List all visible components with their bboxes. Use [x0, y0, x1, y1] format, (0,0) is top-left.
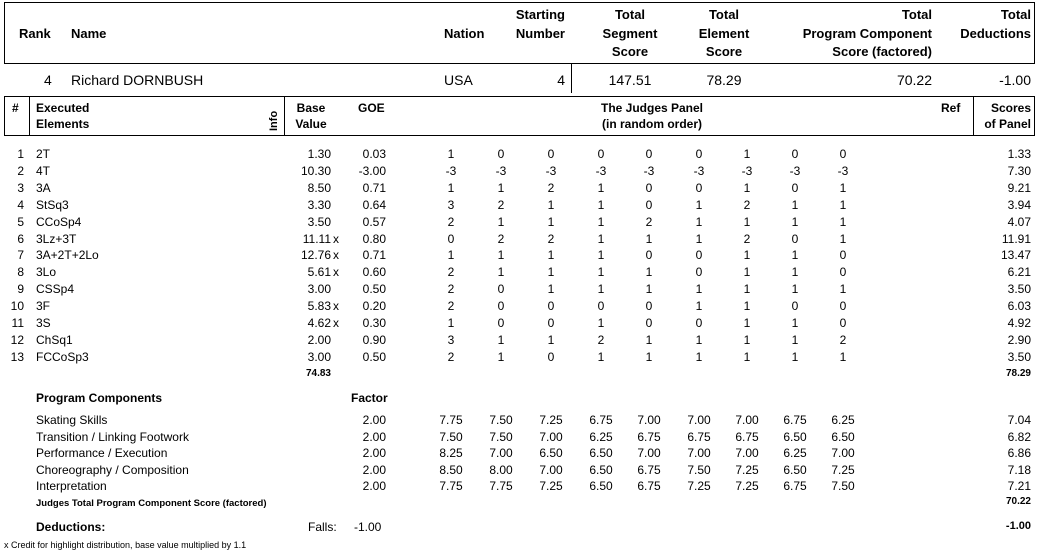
component-judge-score: 7.00	[637, 446, 661, 460]
element-judge-score: 2	[447, 282, 455, 297]
element-base-value: 1.30	[307, 147, 331, 161]
component-judge-score: 8.50	[439, 462, 463, 477]
element-judge-score: 2	[447, 265, 455, 280]
component-judge-score: 6.50	[589, 462, 613, 477]
element-number: 6	[17, 231, 24, 246]
element-judge-score: 0	[597, 299, 605, 314]
component-panel-score: 7.18	[1007, 462, 1031, 477]
element-number: 5	[17, 214, 24, 229]
element-panel-score: 7.30	[1007, 163, 1031, 178]
element-judge-score: 1	[597, 248, 605, 263]
element-name: StSq3	[36, 197, 69, 212]
element-judge-score: 0	[645, 147, 653, 161]
falls-label: Falls:	[308, 520, 337, 534]
element-judge-score: 0	[645, 180, 653, 195]
info-header: Info	[268, 110, 280, 131]
element-base-value: 11.11	[302, 231, 331, 246]
element-judge-score: 0	[695, 180, 703, 195]
element-judge-score: 2	[447, 349, 455, 364]
element-judge-score: 1	[791, 265, 799, 280]
element-number: 12	[10, 332, 24, 347]
skater-deductions: -1.00	[999, 72, 1031, 88]
element-judge-score: 1	[839, 349, 847, 364]
element-judge-score: 2	[645, 214, 653, 229]
element-judge-score: 1	[743, 332, 751, 347]
summary-divider	[571, 64, 572, 93]
element-name: ChSq1	[36, 332, 73, 347]
base-value-header: Base Value	[295, 101, 327, 131]
component-judge-score: 7.00	[489, 446, 513, 460]
element-highlight-marker: x	[333, 299, 339, 314]
component-judge-score: 6.50	[589, 446, 613, 460]
element-number: 9	[17, 282, 24, 297]
component-judge-score: 6.75	[687, 429, 711, 444]
element-judge-score: 2	[839, 332, 847, 347]
element-base-value: 5.83	[307, 299, 331, 314]
component-panel-score: 6.82	[1007, 429, 1031, 444]
component-judge-score: 7.75	[439, 413, 463, 427]
deductions-header: Total Deductions	[960, 7, 1031, 41]
goe-header: GOE	[358, 101, 385, 115]
element-judge-score: 0	[839, 265, 847, 280]
element-judge-score: 1	[597, 282, 605, 297]
component-judge-score: 6.25	[589, 429, 613, 444]
element-judge-score: 1	[547, 265, 555, 280]
element-highlight-marker: x	[333, 231, 339, 246]
element-judge-score: 0	[547, 349, 555, 364]
skater-total-segment-score: 147.51	[608, 72, 652, 88]
component-judge-score: 7.00	[831, 446, 855, 460]
pcs-total-label: Judges Total Program Component Score (factored)	[36, 498, 267, 509]
element-goe: 0.50	[362, 349, 386, 364]
element-panel-score: 3.50	[1007, 349, 1031, 364]
element-judge-score: 0	[791, 180, 799, 195]
element-judge-score: 1	[547, 282, 555, 297]
element-judge-score: 1	[547, 214, 555, 229]
element-goe: 0.20	[362, 299, 386, 314]
component-name: Choreography / Composition	[36, 462, 189, 477]
deductions-label: Deductions:	[36, 520, 106, 534]
component-judge-score: 7.75	[489, 479, 513, 493]
component-judge-score: 7.50	[489, 413, 513, 427]
component-judge-score: 6.50	[589, 479, 613, 493]
element-judge-score: 1	[791, 282, 799, 297]
component-judge-score: 7.00	[687, 446, 711, 460]
element-goe: 0.90	[362, 332, 386, 347]
element-judge-score: -3	[837, 163, 849, 178]
component-judge-score: 7.00	[687, 413, 711, 427]
skater-total-element-score: 78.29	[706, 72, 742, 88]
component-judge-score: 6.50	[783, 462, 807, 477]
element-judge-score: 1	[839, 197, 847, 212]
component-name: Skating Skills	[36, 413, 108, 427]
element-judge-score: 1	[743, 214, 751, 229]
element-judge-score: -3	[445, 163, 457, 178]
element-judge-score: 1	[743, 299, 751, 314]
element-number: 13	[10, 349, 24, 364]
element-goe: 0.71	[362, 180, 386, 195]
element-judge-score: 1	[497, 248, 505, 263]
element-judge-score: -3	[595, 163, 607, 178]
component-judge-score: 6.75	[783, 479, 807, 493]
element-judge-score: 1	[497, 180, 505, 195]
element-judge-score: 1	[743, 265, 751, 280]
element-judge-score: 1	[743, 180, 751, 195]
elements-score-total: 78.29	[1005, 368, 1031, 379]
element-judge-score: 0	[547, 316, 555, 330]
element-panel-score: 3.94	[1007, 197, 1031, 212]
element-judge-score: 1	[597, 197, 605, 212]
element-judge-score: 1	[791, 197, 799, 212]
element-judge-score: 1	[839, 282, 847, 297]
element-judge-score: 0	[447, 231, 455, 246]
component-judge-score: 7.25	[735, 462, 759, 477]
element-judge-score: 1	[695, 214, 703, 229]
skater-rank: 4	[44, 72, 52, 88]
component-judge-score: 6.50	[539, 446, 563, 460]
element-base-value: 3.30	[307, 197, 331, 212]
element-base-value: 8.50	[307, 180, 331, 195]
element-number: 11	[11, 316, 24, 330]
element-judge-score: 3	[447, 332, 455, 347]
element-judge-score: 0	[645, 316, 653, 330]
element-judge-score: 1	[597, 265, 605, 280]
element-judge-score: 1	[839, 231, 847, 246]
component-judge-score: 7.00	[735, 446, 759, 460]
element-judge-score: 1	[695, 299, 703, 314]
element-base-value: 3.00	[307, 349, 331, 364]
element-judge-score: 1	[791, 214, 799, 229]
falls-value: -1.00	[354, 520, 382, 534]
element-panel-score: 4.07	[1007, 214, 1031, 229]
element-judge-score: 0	[645, 248, 653, 263]
element-judge-score: 1	[743, 282, 751, 297]
nation-header: Nation	[444, 26, 485, 41]
element-judge-score: 1	[497, 265, 505, 280]
component-judge-score: 8.25	[439, 446, 463, 460]
element-judge-score: 0	[597, 147, 605, 161]
element-name: CCoSp4	[36, 214, 82, 229]
component-judge-score: 7.75	[439, 479, 463, 493]
element-panel-score: 4.92	[1007, 316, 1031, 330]
starting-number-header: Starting Number	[515, 7, 565, 41]
component-factor: 2.00	[362, 429, 386, 444]
component-judge-score: 7.25	[539, 479, 563, 493]
element-judge-score: 0	[791, 147, 799, 161]
element-name: 3A+2T+2Lo	[36, 248, 99, 263]
elements-header-box	[4, 96, 1035, 136]
element-goe: 0.64	[362, 197, 386, 212]
judges-panel-header: The Judges Panel (in random order)	[600, 101, 704, 131]
element-panel-score: 6.21	[1007, 265, 1031, 280]
scores-of-panel-header: Scores of Panel	[984, 101, 1031, 131]
element-judge-score: 1	[597, 180, 605, 195]
component-judge-score: 7.25	[735, 479, 759, 493]
element-panel-score: 3.50	[1007, 282, 1031, 297]
element-judge-score: 2	[597, 332, 605, 347]
component-judge-score: 7.00	[637, 413, 661, 427]
component-judge-score: 6.25	[783, 446, 807, 460]
element-judge-score: 2	[547, 180, 555, 195]
element-name: 3A	[36, 180, 51, 195]
component-judge-score: 6.75	[589, 413, 613, 427]
element-judge-score: 0	[547, 299, 555, 314]
element-judge-score: 1	[497, 214, 505, 229]
element-goe: 0.80	[362, 231, 386, 246]
element-judge-score: 0	[839, 316, 847, 330]
component-judge-score: 6.50	[831, 429, 855, 444]
component-judge-score: 7.00	[539, 429, 563, 444]
element-highlight-marker: x	[333, 316, 339, 330]
element-name: 3S	[36, 316, 51, 330]
component-judge-score: 6.75	[637, 429, 661, 444]
element-judge-score: 1	[547, 197, 555, 212]
element-judge-score: 1	[791, 248, 799, 263]
element-judge-score: 0	[791, 299, 799, 314]
element-goe: 0.03	[362, 147, 386, 161]
element-judge-score: 2	[497, 231, 505, 246]
element-judge-score: 1	[597, 349, 605, 364]
element-judge-score: 1	[497, 349, 505, 364]
element-panel-score: 9.21	[1007, 180, 1031, 195]
element-base-value: 5.61	[307, 265, 331, 280]
skater-nation: USA	[444, 72, 473, 88]
element-panel-score: 1.33	[1007, 147, 1031, 161]
element-judge-score: 1	[447, 316, 455, 330]
element-judge-score: -3	[495, 163, 507, 178]
element-name: 4T	[36, 163, 51, 178]
component-judge-score: 8.00	[489, 462, 513, 477]
element-judge-score: 1	[695, 282, 703, 297]
element-judge-score: 1	[447, 248, 455, 263]
element-panel-score: 6.03	[1007, 299, 1031, 314]
element-judge-score: 0	[839, 248, 847, 263]
element-judge-score: 0	[645, 299, 653, 314]
element-judge-score: 0	[839, 147, 847, 161]
element-judge-score: 2	[447, 299, 455, 314]
element-goe: 0.50	[362, 282, 386, 297]
num-header: #	[12, 101, 19, 115]
pcs-header: Total Program Component Score (factored)	[802, 7, 932, 59]
element-judge-score: 1	[695, 197, 703, 212]
component-judge-score: 6.25	[831, 413, 855, 427]
element-judge-score: 1	[743, 147, 751, 161]
total-element-header: Total Element Score	[698, 7, 750, 59]
component-judge-score: 7.50	[831, 479, 855, 493]
executed-elements-header: Executed Elements	[36, 101, 90, 131]
element-judge-score: 1	[645, 282, 653, 297]
component-name: Transition / Linking Footwork	[36, 429, 189, 444]
element-number: 8	[17, 265, 24, 280]
element-judge-score: -3	[789, 163, 801, 178]
element-judge-score: 2	[743, 197, 751, 212]
element-name: 3Lo	[36, 265, 57, 280]
element-judge-score: -3	[693, 163, 705, 178]
element-panel-score: 11.91	[1001, 231, 1031, 246]
deductions-total: -1.00	[1005, 520, 1031, 532]
component-factor: 2.00	[362, 446, 386, 460]
skater-name: Richard DORNBUSH	[71, 72, 204, 88]
component-name: Interpretation	[36, 479, 107, 493]
component-judge-score: 7.00	[539, 462, 563, 477]
component-judge-score: 7.25	[687, 479, 711, 493]
element-judge-score: 0	[791, 231, 799, 246]
element-judge-score: 1	[839, 180, 847, 195]
element-judge-score: 1	[497, 332, 505, 347]
element-base-value: 3.00	[307, 282, 331, 297]
element-judge-score: 1	[645, 231, 653, 246]
component-panel-score: 6.86	[1007, 446, 1031, 460]
element-base-value: 3.50	[307, 214, 331, 229]
component-judge-score: 7.25	[831, 462, 855, 477]
element-judge-score: 1	[791, 332, 799, 347]
element-goe: 0.30	[362, 316, 386, 330]
element-judge-score: 1	[695, 231, 703, 246]
element-judge-score: 1	[597, 214, 605, 229]
element-number: 7	[17, 248, 24, 263]
element-judge-score: -3	[643, 163, 655, 178]
ref-header: Ref	[941, 101, 961, 115]
element-judge-score: -3	[545, 163, 557, 178]
elements-header-divider	[29, 96, 30, 136]
element-number: 1	[17, 147, 24, 161]
element-goe: 0.71	[362, 248, 386, 263]
element-judge-score: 1	[547, 332, 555, 347]
element-judge-score: 0	[497, 316, 505, 330]
element-number: 10	[10, 299, 24, 314]
element-goe: -3.00	[358, 163, 386, 178]
component-factor: 2.00	[362, 413, 386, 427]
element-highlight-marker: x	[333, 265, 339, 280]
component-judge-score: 7.50	[687, 462, 711, 477]
element-goe: 0.60	[362, 265, 386, 280]
element-judge-score: 0	[645, 197, 653, 212]
factor-header: Factor	[351, 391, 388, 405]
footnote: x Credit for highlight distribution, base value multiplied by 1.1	[4, 540, 247, 550]
element-name: 3F	[36, 299, 51, 314]
component-judge-score: 6.75	[735, 429, 759, 444]
element-judge-score: 2	[547, 231, 555, 246]
element-judge-score: 1	[743, 316, 751, 330]
element-judge-score: 0	[839, 299, 847, 314]
skater-starting-number: 4	[557, 72, 565, 88]
pcs-total-value: 70.22	[1005, 496, 1031, 507]
element-judge-score: 1	[743, 248, 751, 263]
element-judge-score: 0	[695, 316, 703, 330]
element-name: FCCoSp3	[36, 349, 89, 364]
component-judge-score: 6.75	[637, 479, 661, 493]
component-judge-score: 7.00	[735, 413, 759, 427]
total-segment-header: Total Segment Score	[602, 7, 658, 59]
skater-pcs: 70.22	[896, 72, 932, 88]
element-judge-score: 1	[645, 265, 653, 280]
component-panel-score: 7.21	[1007, 479, 1031, 493]
element-judge-score: 1	[597, 231, 605, 246]
element-judge-score: 2	[743, 231, 751, 246]
component-factor: 2.00	[362, 479, 386, 493]
element-panel-score: 13.47	[1000, 248, 1031, 263]
element-judge-score: -3	[741, 163, 753, 178]
element-goe: 0.57	[362, 214, 386, 229]
name-header: Name	[71, 26, 107, 41]
component-judge-score: 7.25	[539, 413, 563, 427]
elements-header-divider	[973, 96, 974, 136]
element-name: 3Lz+3T	[36, 231, 77, 246]
component-name: Performance / Execution	[36, 446, 168, 460]
component-factor: 2.00	[362, 462, 386, 477]
element-number: 2	[17, 163, 24, 178]
element-judge-score: 0	[547, 147, 555, 161]
elements-base-total: 74.83	[305, 368, 331, 379]
element-judge-score: 1	[791, 349, 799, 364]
element-number: 3	[17, 180, 24, 195]
element-judge-score: 0	[695, 265, 703, 280]
component-judge-score: 6.75	[637, 462, 661, 477]
element-judge-score: 1	[447, 180, 455, 195]
element-judge-score: 1	[839, 214, 847, 229]
element-judge-score: 0	[497, 282, 505, 297]
element-judge-score: 1	[597, 316, 605, 330]
element-judge-score: 3	[447, 197, 455, 212]
element-base-value: 2.00	[307, 332, 331, 347]
element-judge-score: 1	[645, 349, 653, 364]
element-number: 4	[17, 197, 24, 212]
element-judge-score: 1	[645, 332, 653, 347]
element-name: 2T	[36, 147, 51, 161]
component-judge-score: 6.50	[783, 429, 807, 444]
elements-header-divider	[284, 96, 285, 136]
component-judge-score: 7.50	[439, 429, 463, 444]
program-components-header: Program Components	[36, 391, 163, 405]
element-judge-score: 1	[791, 316, 799, 330]
element-judge-score: 0	[497, 147, 505, 161]
element-judge-score: 0	[497, 299, 505, 314]
element-judge-score: 1	[447, 147, 455, 161]
element-base-value: 10.30	[300, 163, 331, 178]
element-base-value: 12.76	[300, 248, 331, 263]
element-base-value: 4.62	[307, 316, 331, 330]
element-judge-score: 1	[743, 349, 751, 364]
component-judge-score: 6.75	[783, 413, 807, 427]
element-judge-score: 0	[695, 248, 703, 263]
rank-header: Rank	[19, 26, 51, 41]
element-judge-score: 1	[695, 349, 703, 364]
element-highlight-marker: x	[333, 248, 339, 263]
element-name: CSSp4	[36, 282, 75, 297]
element-panel-score: 2.90	[1007, 332, 1031, 347]
element-judge-score: 2	[497, 197, 505, 212]
component-judge-score: 7.50	[489, 429, 513, 444]
component-panel-score: 7.04	[1007, 413, 1031, 427]
element-judge-score: 0	[695, 147, 703, 161]
element-judge-score: 1	[695, 332, 703, 347]
element-judge-score: 2	[447, 214, 455, 229]
element-judge-score: 1	[547, 248, 555, 263]
